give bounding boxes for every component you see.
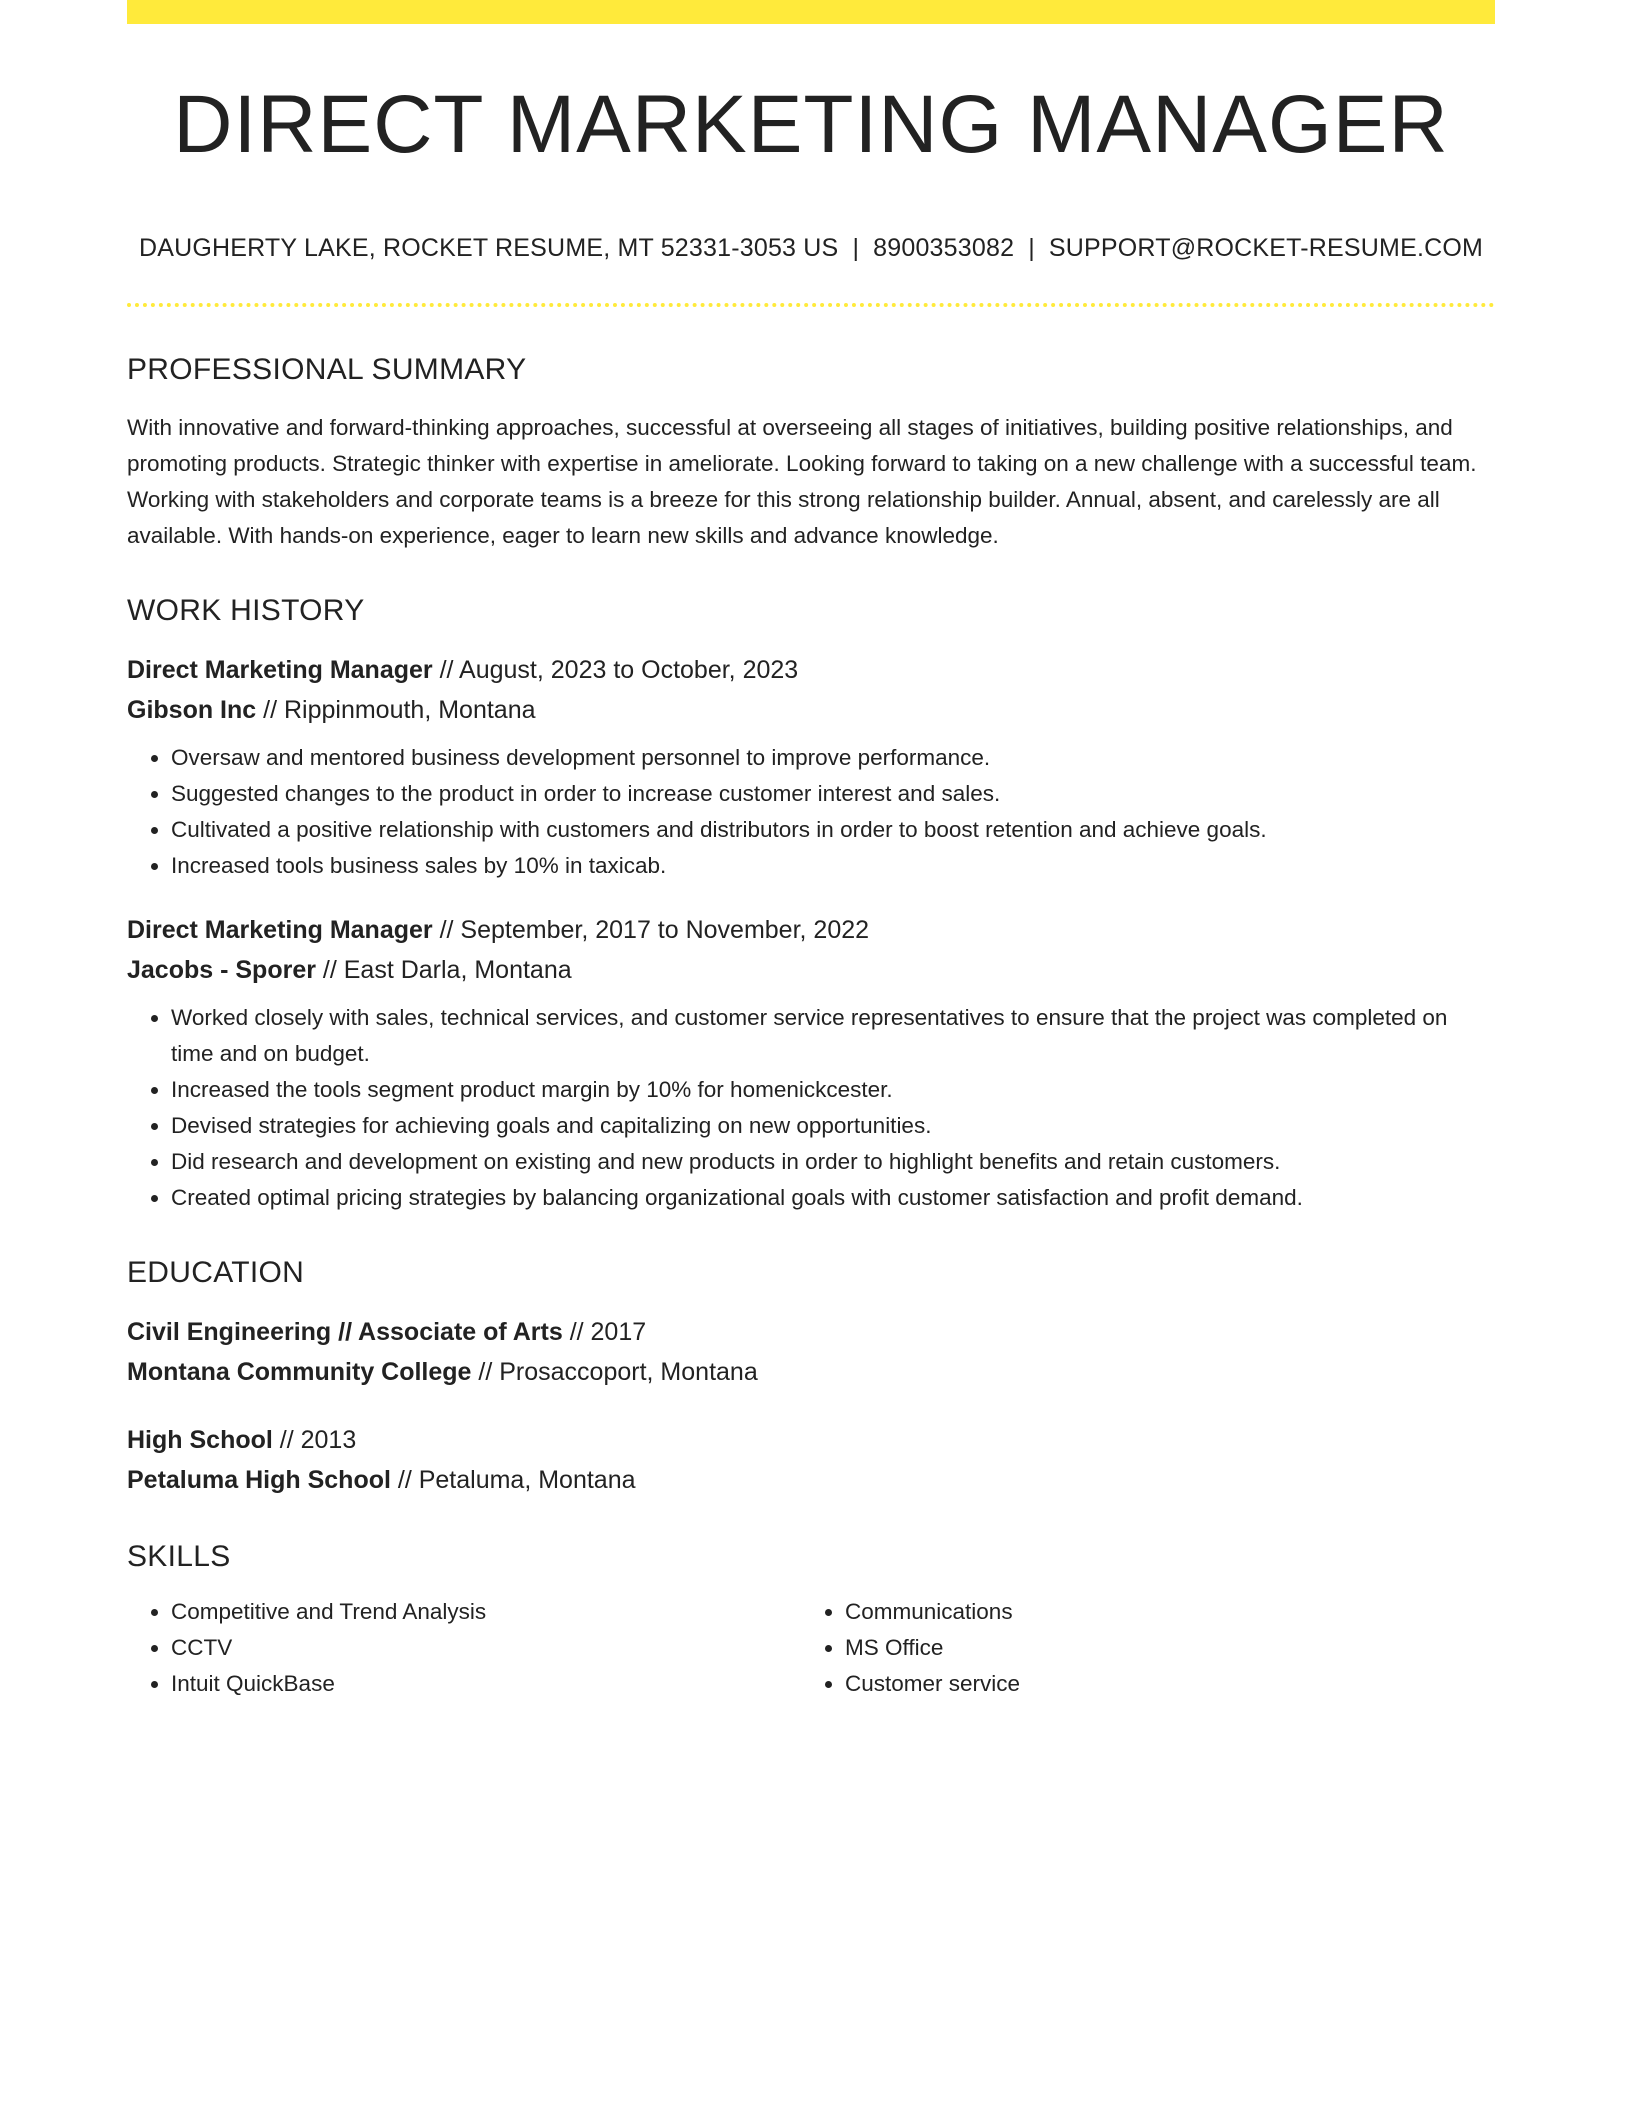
job-bullet: • Devised strategies for achieving goals and capitalizing on new opportunities.: [171, 1108, 1495, 1144]
job-company: Jacobs - Sporer: [127, 956, 316, 984]
candidate-name: DIRECT MARKETING MANAGER: [173, 79, 1449, 170]
job-location: // Rippinmouth, Montana: [256, 696, 536, 724]
education-location: // Petaluma, Montana: [390, 1466, 636, 1494]
contact-phone[interactable]: 8900353082: [873, 234, 1015, 262]
skills-list-right: [801, 1594, 1475, 1702]
job-entry: [127, 650, 1495, 884]
education-degree: High School: [127, 1426, 273, 1454]
job-bullet: • Suggested changes to the product in order to increase customer interest and sales.: [171, 776, 1495, 812]
work-history-heading: WORK HISTORY: [127, 594, 365, 627]
education-location: // Prosaccoport, Montana: [471, 1358, 758, 1386]
job-bullets: [127, 1000, 1495, 1216]
skill-item: • Intuit QuickBase: [171, 1666, 801, 1702]
resume-page: [127, 0, 1495, 1702]
job-bullets: [127, 740, 1495, 884]
skill-item: • Customer service: [845, 1666, 1475, 1702]
job-company: Gibson Inc: [127, 696, 257, 724]
education-school-line: [127, 1460, 1495, 1500]
accent-top-bar: [127, 0, 1495, 24]
education-degree: Civil Engineering // Associate of Arts: [127, 1318, 563, 1346]
contact-email[interactable]: SUPPORT@ROCKET-RESUME.COM: [1048, 234, 1484, 262]
job-bullet: • Increased the tools segment product margin by 10% for homenickcester.: [171, 1072, 1495, 1108]
skill-item: • MS Office: [845, 1630, 1475, 1666]
skill-item: • Competitive and Trend Analysis: [171, 1594, 801, 1630]
job-company-line: [127, 950, 1495, 990]
contact-separator: |: [1028, 234, 1035, 262]
job-bullet: • Cultivated a positive relationship with customers and distributors in order to boost retention and achieve goals.: [171, 812, 1495, 848]
education-degree-line: [127, 1312, 1495, 1352]
education-degree-line: [127, 1420, 1495, 1460]
job-role-line: [127, 650, 1495, 690]
contact-separator: |: [852, 234, 860, 262]
contact-address: DAUGHERTY LAKE, ROCKET RESUME, MT 52331-3053 US: [138, 234, 839, 262]
contact-line: [127, 234, 1495, 263]
job-role: Direct Marketing Manager: [127, 916, 433, 944]
education-school: Petaluma High School: [127, 1466, 391, 1494]
education-school-line: [127, 1352, 1495, 1392]
job-role: Direct Marketing Manager: [127, 656, 433, 684]
skill-item: • Communications: [845, 1594, 1475, 1630]
job-bullet: • Oversaw and mentored business development personnel to improve performance.: [171, 740, 1495, 776]
skills-columns: [127, 1594, 1495, 1702]
education-year: // 2017: [562, 1318, 647, 1346]
education-entry: [127, 1420, 1495, 1500]
job-role-line: [127, 910, 1495, 950]
summary-text: With innovative and forward-thinking approaches, successful at overseeing all stages of initiatives, building positive relationships, and promoting products. Strategic thinker with expertise in ameliorate. Looking forward to taking on a new challenge with a successful team. Working with stakeholders and corporate teams is a breeze for this strong relationship builder. Annual, absent, and carelessly are all available. With hands-on experience, eager to learn new skills and advance knowledge.: [127, 415, 1477, 548]
skill-item: • CCTV: [171, 1630, 801, 1666]
job-bullet: • Created optimal pricing strategies by balancing organizational goals with customer satisfaction and profit demand.: [171, 1180, 1495, 1216]
job-bullet: • Did research and development on existing and new products in order to highlight benefits and retain customers.: [171, 1144, 1495, 1180]
dotted-divider: [127, 303, 1495, 307]
summary-heading: PROFESSIONAL SUMMARY: [127, 353, 527, 386]
skills-heading: SKILLS: [127, 1540, 231, 1573]
job-entry: [127, 910, 1495, 1216]
job-dates: // August, 2023 to October, 2023: [432, 656, 799, 684]
education-year: // 2013: [272, 1426, 357, 1454]
job-dates: // September, 2017 to November, 2022: [432, 916, 870, 944]
skills-list-left: [127, 1594, 801, 1702]
education-heading: EDUCATION: [127, 1256, 305, 1289]
education-entry: [127, 1312, 1495, 1392]
education-school: Montana Community College: [127, 1358, 472, 1386]
job-company-line: [127, 690, 1495, 730]
job-bullet: • Increased tools business sales by 10% in taxicab.: [171, 848, 1495, 884]
job-bullet: • Worked closely with sales, technical services, and customer service representatives to ensure that the project was completed on time and on budget.: [171, 1000, 1495, 1072]
job-location: // East Darla, Montana: [315, 956, 572, 984]
